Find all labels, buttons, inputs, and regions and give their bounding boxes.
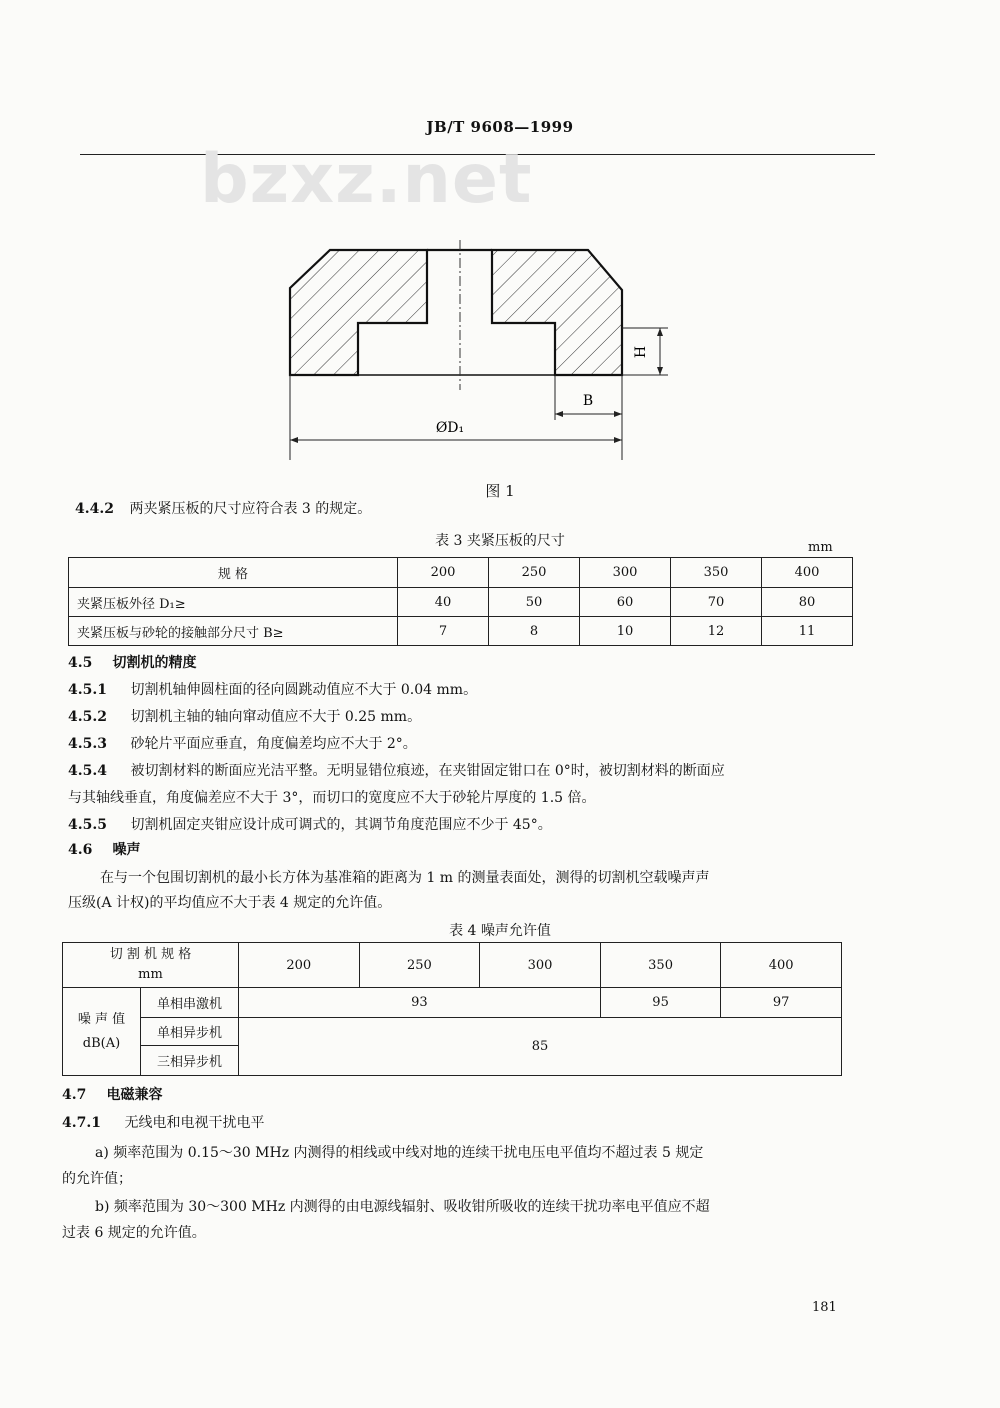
clause-number: 4.5.5	[68, 817, 107, 833]
standard-number-header: JB/T 9608—1999	[426, 118, 574, 136]
clause-number: 4.5.4	[68, 763, 107, 779]
table-cell: 97	[721, 988, 842, 1018]
section-4-5	[68, 653, 196, 673]
dim-b-label: B	[582, 393, 594, 409]
noise-value-label	[63, 988, 141, 1076]
clause-number: 4.4.2	[75, 501, 114, 517]
table-row	[63, 1018, 842, 1046]
table-row-label: 夹紧压板与砂轮的接触部分尺寸 B≥	[69, 617, 398, 646]
clause-number: 4.7.1	[62, 1115, 101, 1131]
table-row	[63, 988, 842, 1018]
paragraph-text: 的允许值；	[62, 1171, 132, 1187]
table-cell: 93	[239, 988, 601, 1018]
clause-text: 砂轮片平面应垂直，角度偏差均应不大于 2°。	[130, 736, 417, 752]
table-cell: 250	[489, 558, 580, 588]
watermark: bzxz.net	[200, 140, 533, 219]
noise-label: 噪 声 值	[77, 1011, 126, 1027]
table-cell: 250	[359, 943, 480, 988]
dim-h-label: H	[633, 345, 649, 359]
clause-text: 切割机主轴的轴向窜动值应不大于 0.25 mm。	[130, 709, 422, 725]
table-3	[68, 557, 853, 646]
clause-text-continued: 与其轴线垂直，角度偏差应不大于 3°，而切口的宽度应不大于砂轮片厚度的 1.5 倍。	[68, 790, 596, 806]
table-cell: 60	[580, 588, 671, 617]
table-row	[69, 588, 853, 617]
table-cell: 70	[671, 588, 762, 617]
noise-unit: dB(A)	[82, 1035, 121, 1051]
clamp-plate-section-drawing	[270, 240, 690, 465]
section-title: 噪声	[112, 842, 141, 858]
table-row-label: 三相异步机	[141, 1046, 239, 1076]
table-cell: 300	[480, 943, 601, 988]
table-3-unit: mm	[808, 540, 833, 555]
clause-4-5-2	[68, 707, 421, 727]
section-title: 切割机的精度	[112, 655, 197, 671]
table-header-spec	[63, 943, 239, 988]
paragraph-text: 压级(A 计权)的平均值应不大于表 4 规定的允许值。	[68, 895, 392, 911]
table-cell: 40	[398, 588, 489, 617]
clause-4-5-1	[68, 680, 477, 700]
table-cell: 350	[671, 558, 762, 588]
clause-text: 被切割材料的断面应光洁平整。无明显错位痕迹，在夹钳固定钳口在 0°时，被切割材料的断面应	[130, 763, 725, 779]
clause-title: 无线电和电视干扰电平	[124, 1115, 265, 1131]
table-row-label: 单相串激机	[141, 988, 239, 1018]
page-number: 181	[812, 1300, 837, 1315]
table-cell: 50	[489, 588, 580, 617]
clause-4-5-3	[68, 734, 417, 754]
section-number: 4.7	[62, 1087, 87, 1103]
paragraph-text: 在与一个包围切割机的最小长方体为基准箱的距离为 1 m 的测量表面处，测得的切割机空载噪声声	[100, 870, 710, 886]
table-cell: 300	[580, 558, 671, 588]
section-number: 4.6	[68, 842, 93, 858]
spec-unit: mm	[138, 967, 163, 982]
clause-text: 两夹紧压板的尺寸应符合表 3 的规定。	[129, 501, 372, 517]
table-row	[63, 943, 842, 988]
section-4-6	[68, 840, 140, 860]
table-row	[69, 617, 853, 646]
table-4	[62, 942, 842, 1076]
clause-text: 切割机轴伸圆柱面的径向圆跳动值应不大于 0.04 mm。	[130, 682, 478, 698]
table-cell: 80	[762, 588, 853, 617]
table-row	[69, 558, 853, 588]
table-cell: 8	[489, 617, 580, 646]
clause-number: 4.5.2	[68, 709, 107, 725]
table-cell: 350	[600, 943, 721, 988]
clause-number: 4.5.1	[68, 682, 107, 698]
spec-label: 切 割 机 规 格	[109, 947, 192, 962]
table-cell: 11	[762, 617, 853, 646]
table-3-caption: 表 3 夹紧压板的尺寸	[435, 533, 565, 549]
section-title: 电磁兼容	[106, 1087, 163, 1103]
table-cell: 200	[398, 558, 489, 588]
paragraph-text: b) 频率范围为 30～300 MHz 内测得的由电源线辐射、吸收钳所吸收的连续干扰功率电平值应不超	[95, 1199, 710, 1215]
table-cell: 7	[398, 617, 489, 646]
dim-d1-label: ØD₁	[435, 420, 465, 436]
figure-caption: 图 1	[485, 482, 515, 500]
clause-number: 4.5.3	[68, 736, 107, 752]
table-cell: 85	[239, 1018, 842, 1076]
table-cell: 12	[671, 617, 762, 646]
table-cell: 400	[721, 943, 842, 988]
clause-text: 切割机固定夹钳应设计成可调式的，其调节角度范围应不少于 45°。	[130, 817, 552, 833]
clause-4-5-4	[68, 761, 725, 781]
table-header-spec: 规 格	[69, 558, 398, 588]
table-cell: 10	[580, 617, 671, 646]
section-number: 4.5	[68, 655, 93, 671]
right-section-hatch	[492, 250, 622, 375]
paragraph-text: a) 频率范围为 0.15～30 MHz 内测得的相线或中线对地的连续干扰电压电平值均不超过表 5 规定	[95, 1145, 704, 1161]
table-row-label: 单相异步机	[141, 1018, 239, 1046]
clause-4-5-5	[68, 815, 552, 835]
section-4-7	[62, 1085, 162, 1105]
table-row-label: 夹紧压板外径 D₁≥	[69, 588, 398, 617]
table-4-caption: 表 4 噪声允许值	[449, 923, 551, 939]
clause-4-4-2	[75, 499, 371, 519]
table-cell: 200	[239, 943, 360, 988]
table-cell: 95	[600, 988, 721, 1018]
left-section-hatch	[290, 250, 427, 375]
table-cell: 400	[762, 558, 853, 588]
clause-4-7-1	[62, 1113, 264, 1133]
paragraph-text: 过表 6 规定的允许值。	[62, 1225, 206, 1241]
